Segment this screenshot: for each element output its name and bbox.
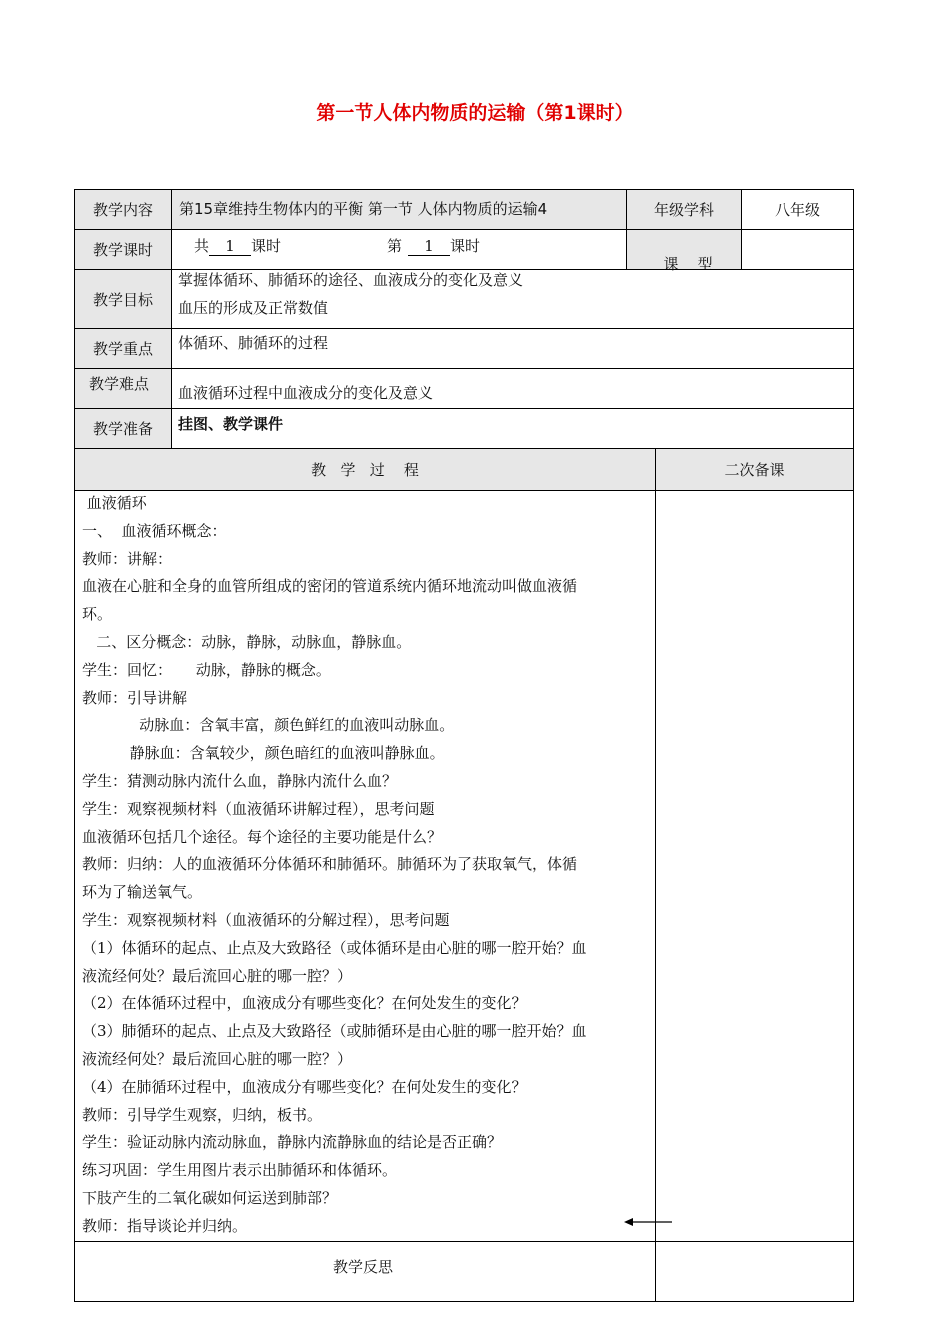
hours-total: 共 1 课时 [194,237,282,255]
process-line: 学生：观察视频材料（血液循环的分解过程），思考问题 [82,910,450,929]
process-line: 液流经何处？最后流回心脏的哪一腔？） [82,966,353,985]
grade-label-cell [627,189,742,229]
second-prep-header: 二次备课 [724,461,785,479]
hours-value-cell [172,229,627,269]
second-prep-header-cell [656,448,854,490]
process-line: （2）在体循环过程中，血液成分有哪些变化？在何处发生的变化？ [82,994,527,1013]
hours-nth: 第 1 课时 [387,237,481,255]
process-line: 二、区分概念：动脉，静脉，动脉血，静脉血。 [82,632,412,651]
second-prep-body-cell [656,490,854,1241]
process-header: 教 学 过 程 [311,461,419,479]
goals-line-1: 掌握体循环、肺循环的途径、血液成分的变化及意义 [178,271,524,289]
process-line: 液流经何处？最后流回心脏的哪一腔？） [82,1049,353,1068]
goals-label: 教学目标 [92,290,153,309]
process-line: 学生：观察视频材料（血液循环讲解过程），思考问题 [82,799,435,818]
grade-value-cell [742,189,854,229]
reflection-label: 教学反思 [333,1258,394,1276]
reflection-value-cell [656,1241,854,1302]
process-line: 环为了输送氧气。 [82,883,203,902]
goals-value-cell [172,269,854,328]
prep-value: 挂图、教学课件 [178,415,284,433]
grade-label: 年级学科 [653,201,714,219]
content-label-cell [74,189,172,229]
grade-value: 八年级 [774,201,820,219]
content-value: 第15章维持生物体内的平衡 第一节 人体内物质的运输4 [179,200,548,218]
process-line: 学生：猜测动脉内流什么血，静脉内流什么血？ [82,771,398,790]
process-line: 下肢产生的二氧化碳如何运送到肺部？ [82,1188,338,1207]
page-title: 第一节人体内物质的运输（第1课时） [316,102,634,124]
prep-value-cell [172,408,854,448]
process-line: 环。 [82,605,113,624]
keypoint-label-cell [74,328,172,368]
process-line: 教师：指导谈论并归纳。 [82,1216,248,1235]
prep-label: 教学准备 [92,420,153,438]
difficulty-value: 血液循环过程中血液成分的变化及意义 [178,384,434,402]
process-line: 静脉血：含氧较少，颜色暗红的血液叫静脉血。 [82,744,445,763]
difficulty-value-cell [172,368,854,408]
type-label: 课 型 [663,255,713,273]
process-line: 血液在心脏和全身的血管所组成的密闭的管道系统内循环地流动叫做血液循 [82,577,578,596]
content-label: 教学内容 [92,201,153,219]
type-label-cell [627,229,742,273]
reflection-label-cell [74,1241,656,1302]
hours-label-cell [74,229,172,269]
process-line: 教师：归纳：人的血液循环分体循环和肺循环。肺循环为了获取氧气，体循 [82,855,578,874]
content-value-cell [172,189,627,229]
process-line: （1）体循环的起点、止点及大致路径（或体循环是由心脏的哪一腔开始？血 [82,938,587,957]
keypoint-value: 体循环、肺循环的过程 [178,334,329,352]
keypoint-label: 教学重点 [92,340,153,358]
process-line: 教师：引导学生观察，归纳，板书。 [82,1105,323,1124]
process-line: 血液循环包括几个途径。每个途径的主要功能是什么？ [82,827,443,846]
difficulty-label: 教学难点 [89,375,150,393]
goals-label-cell [74,269,172,328]
process-line: 动脉血：含氧丰富，颜色鲜红的血液叫动脉血。 [82,716,455,735]
left-arrow-icon [624,1215,674,1229]
goals-line-2: 血压的形成及正常数值 [178,299,329,317]
process-line: 教师：讲解： [82,549,173,568]
process-header-cell [74,448,656,490]
prep-label-cell [74,408,172,448]
hours-nth-value: 1 [408,237,450,256]
process-line: （3）肺循环的起点、止点及大致路径（或肺循环是由心脏的哪一腔开始？血 [82,1022,587,1041]
hours-label: 教学课时 [92,241,153,259]
process-line: 血液循环 [82,494,147,512]
difficulty-label-cell [74,368,172,408]
hours-total-value: 1 [209,237,251,256]
process-line: 一、 血液循环概念： [82,521,227,540]
process-line: 学生：回忆： 动脉，静脉的概念。 [82,660,331,679]
keypoint-value-cell [172,328,854,368]
process-line: 学生：验证动脉内流动脉血，静脉内流静脉血的结论是否正确？ [82,1133,503,1152]
type-value-cell [742,229,854,269]
process-line: （4）在肺循环过程中，血液成分有哪些变化？在何处发生的变化？ [82,1077,527,1096]
process-line: 教师：引导讲解 [82,688,188,707]
process-text [82,490,652,1241]
process-line: 练习巩固：学生用图片表示出肺循环和体循环。 [82,1161,398,1180]
